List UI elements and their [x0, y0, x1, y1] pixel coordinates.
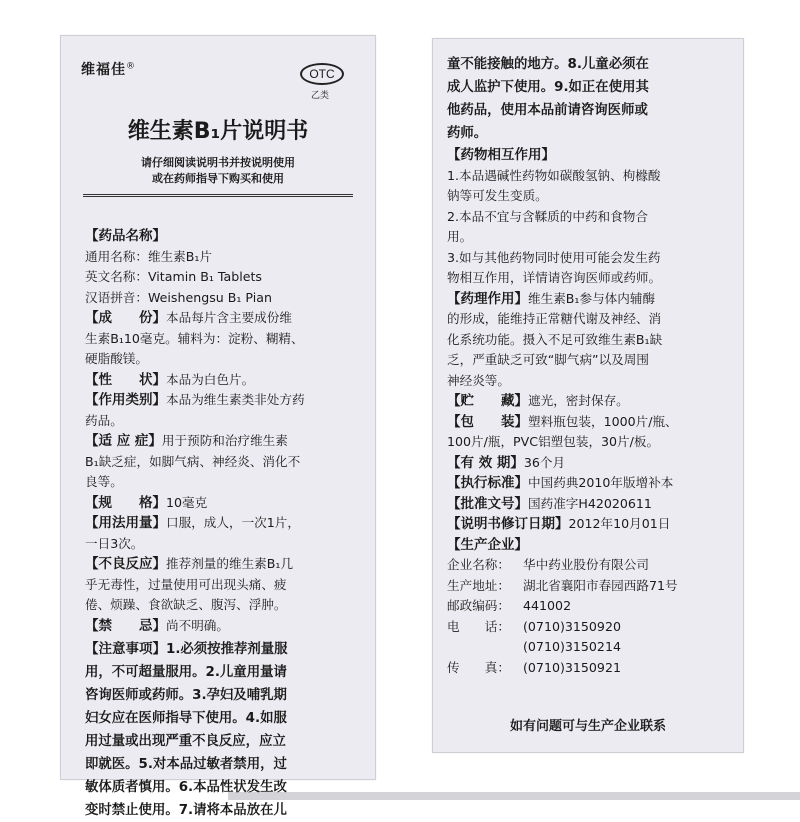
section-text-line: 倦、烦躁、食欲缺乏、腹泻、浮肿。: [85, 597, 287, 612]
left-section-line: [85, 431, 359, 452]
precautions-continued: [447, 53, 731, 145]
section-heading: 【作用类别】: [85, 392, 166, 408]
left-section-line: [85, 554, 359, 575]
section-heading: 【药品名称】: [85, 228, 166, 244]
otc-badge: OTC: [300, 63, 344, 85]
brand-name: [81, 59, 136, 79]
right-section-line: [447, 453, 731, 474]
precautions-line: 成人监护下使用。9.如正在使用其: [447, 80, 649, 95]
precautions-line: 他药品，使用本品前请咨询医师或: [447, 103, 648, 118]
instruction-line-2: 或在药师指导下购买和使用: [152, 172, 284, 185]
left-section: [85, 308, 359, 370]
section-text: 中国药典2010年版增补本: [528, 475, 674, 490]
section-text-line: 硬脂酸镁。: [85, 351, 148, 366]
leaflet-right-page: [432, 38, 744, 753]
interaction-line: 2.本品不宜与含鞣质的中药和食物合: [447, 208, 648, 224]
precautions-line: 变时禁止使用。7.请将本品放在儿: [85, 803, 287, 818]
registered-mark: ®: [126, 61, 136, 72]
section-text: 国药准字H42020611: [528, 495, 652, 511]
right-section-line: [447, 514, 731, 535]
left-section: [85, 513, 359, 554]
right-body-text: [447, 53, 731, 678]
right-section: [447, 494, 731, 515]
right-section: [447, 289, 731, 392]
section-heading: 【药物相互作用】: [447, 147, 555, 163]
manufacturer-label: 电 话：: [447, 618, 510, 634]
section-text-line: 100片/瓶，PVC铝塑包装，30片/板。: [447, 434, 660, 449]
section-text-line: 良等。: [85, 474, 123, 489]
right-section-line: [447, 494, 731, 515]
section-text: 1.必须按推荐剂量服: [166, 642, 288, 657]
left-section-line: [85, 493, 359, 514]
manufacturer-label: 传 真：: [447, 659, 510, 675]
manufacturer-value: (0710)3150920: [523, 618, 621, 634]
manufacturer-row: [447, 658, 731, 679]
section-text-line: 生素B₁10毫克。辅料为：淀粉、糊精、: [85, 330, 304, 346]
right-section: [447, 453, 731, 474]
manufacturer-value: (0710)3150921: [523, 659, 621, 675]
section-heading: 【适 应 症】: [85, 433, 162, 449]
section-heading: 【用法用量】: [85, 515, 166, 531]
contact-footer: 如有问题可与生产企业联系: [509, 719, 666, 734]
section-text: 本品为白色片。: [166, 371, 255, 387]
section-text-line: B₁缺乏症，如脚气病、神经炎、消化不: [85, 453, 301, 469]
left-section-line: [85, 288, 359, 309]
precautions-line: 即就医。5.对本品过敏者禁用，过: [85, 757, 287, 772]
right-section: [447, 412, 731, 453]
right-section-line: [447, 391, 731, 412]
section-heading: 【成 份】: [85, 310, 166, 326]
precautions-section: [85, 638, 359, 822]
section-text: 36个月: [523, 454, 566, 470]
section-text: 2012年10月01日: [568, 516, 671, 531]
left-section: [85, 493, 359, 514]
section-text: 汉语拼音：Weishengsu B₁ Pian: [85, 289, 272, 305]
interaction-line: 钠等可发生变质。: [447, 188, 548, 203]
section-text-line: 药品。: [85, 412, 123, 428]
section-text: 推荐剂量的维生素B₁几: [166, 556, 294, 571]
section-text-line: 乎无毒性，过量使用可出现头痛、疲: [85, 576, 287, 592]
left-section-line: [85, 616, 359, 637]
right-section-line: [447, 535, 731, 556]
left-section-line: [85, 267, 359, 288]
precautions-line: 妇女应在医师指导下使用。4.如服: [85, 711, 287, 726]
section-text: 遮光，密封保存。: [528, 393, 629, 408]
right-section-line: [447, 473, 731, 494]
section-text: 英文名称：Vitamin B₁ Tablets: [85, 269, 262, 284]
left-section: [85, 616, 359, 637]
section-heading: 【性 状】: [85, 371, 166, 388]
section-heading: 【不良反应】: [85, 556, 166, 572]
precautions-line: 药师。: [447, 126, 488, 141]
manufacturer-value: 华中药业股份有限公司: [523, 557, 649, 572]
manufacturer-value: (0710)3150214: [523, 639, 621, 654]
manufacturer-row: [447, 555, 731, 576]
manufacturer-row: [447, 596, 731, 617]
right-section: [447, 514, 731, 535]
left-section: [85, 267, 359, 288]
right-section: [447, 391, 731, 412]
precautions-line: 用过量或出现严重不良反应，应立: [85, 734, 286, 749]
right-section-line: [447, 289, 731, 310]
precautions-line: 童不能接触的地方。8.儿童必须在: [447, 57, 649, 72]
left-section: [85, 247, 359, 268]
section-text-line: 乏，严重缺乏可致“脚气病”以及周围: [447, 352, 649, 367]
brand-text: 维福佳: [81, 62, 126, 78]
manufacturer-value: 441002: [523, 598, 572, 613]
section-heading: 【注意事项】: [85, 641, 166, 657]
section-heading: 【禁 忌】: [85, 617, 166, 634]
section-text: 尚不明确。: [166, 617, 229, 633]
left-section: [85, 554, 359, 616]
section-text-line: 神经炎等。: [447, 372, 510, 388]
leaflet-title: 维生素B₁片说明书: [127, 119, 309, 144]
left-section-line: [85, 226, 359, 247]
interaction-line: 物相互作用，详情请咨询医师或药师。: [447, 270, 662, 285]
manufacturer-label: 生产地址：: [447, 577, 510, 593]
interaction-line: 用。: [447, 229, 473, 244]
section-heading: 【有 效 期】: [447, 454, 524, 471]
interaction-line: 3.如与其他药物同时使用可能会发生药: [447, 249, 661, 265]
section-heading: 【说明书修订日期】: [447, 516, 569, 532]
section-text: 本品为维生素类非处方药: [166, 392, 305, 407]
divider-rule: [83, 194, 353, 197]
right-section-line: [447, 412, 731, 433]
left-section: [85, 226, 359, 247]
section-text-line: 化系统功能。摄入不足可致维生素B₁缺: [447, 331, 663, 347]
manufacturer-label: 邮政编码：: [447, 598, 510, 613]
section-heading: 【批准文号】: [447, 495, 528, 512]
manufacturer-label: 企业名称：: [447, 557, 510, 572]
instruction-line-1: 请仔细阅读说明书并按说明使用: [141, 156, 295, 169]
section-text: 10毫克: [166, 494, 208, 510]
left-section-line: [85, 390, 359, 411]
otc-class-label: 乙类: [311, 91, 330, 101]
left-section-line: [85, 370, 359, 391]
section-heading: 【执行标准】: [447, 475, 528, 491]
manufacturer-row: [447, 637, 731, 658]
manufacturer-value: 湖北省襄阳市春园西路71号: [523, 577, 678, 593]
section-text: 通用名称：维生素B₁片: [85, 248, 213, 264]
left-section: [85, 370, 359, 391]
precautions-line: 咨询医师或药师。3.孕妇及哺乳期: [85, 688, 287, 703]
section-heading: 【药理作用】: [447, 290, 528, 307]
right-section: [447, 473, 731, 494]
left-section-line: [85, 247, 359, 268]
leaflet-left-page: [60, 35, 376, 818]
section-text: 塑料瓶包装，1000片/瓶、: [528, 413, 678, 429]
section-heading: 【贮 藏】: [447, 393, 528, 409]
left-section-line: [85, 513, 359, 534]
section-heading: 【包 装】: [447, 413, 528, 430]
section-text: 本品每片含主要成份维: [166, 310, 292, 325]
precautions-line: [85, 638, 359, 661]
left-section: [85, 288, 359, 309]
section-text: 用于预防和治疗维生素: [161, 433, 288, 448]
section-heading: 【生产企业】: [447, 536, 528, 553]
right-section: [447, 535, 731, 556]
section-text-line: 的形成，能维持正常糖代谢及神经、消: [447, 311, 662, 326]
left-body-text: [85, 226, 359, 822]
left-section: [85, 431, 359, 493]
precautions-line: 敏体质者慎用。6.本品性状发生改: [85, 780, 287, 795]
manufacturer-row: [447, 617, 731, 638]
section-text: 口服，成人，一次1片，: [166, 515, 300, 530]
manufacturer-row: [447, 576, 731, 597]
section-text: 维生素B₁参与体内辅酶: [528, 290, 656, 306]
interaction-section: [447, 145, 731, 289]
precautions-line: 用，不可超量服用。2.儿童用量请: [85, 665, 287, 680]
interaction-line: 1.本品遇碱性药物如碳酸氢钠、枸橼酸: [447, 167, 661, 183]
left-section-line: [85, 308, 359, 329]
section-heading: 【规 格】: [85, 494, 166, 511]
section-text-line: 一日3次。: [85, 535, 144, 551]
left-section: [85, 390, 359, 431]
